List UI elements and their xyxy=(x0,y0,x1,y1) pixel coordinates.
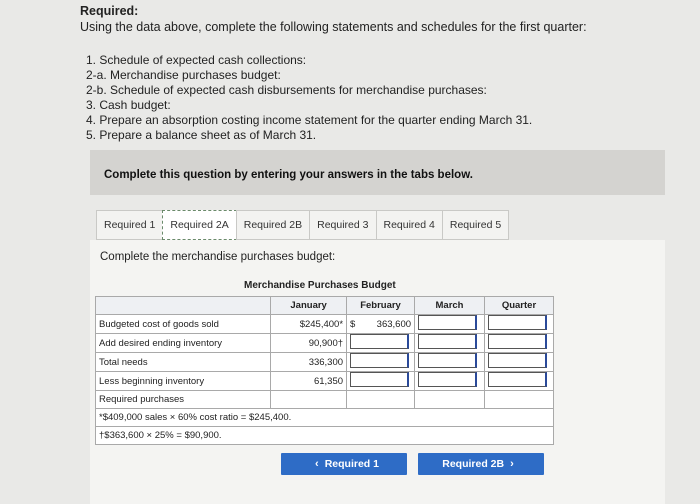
tab-required-2a[interactable]: Required 2A xyxy=(162,210,236,240)
row-label: Less beginning inventory xyxy=(96,372,271,391)
february-cell xyxy=(347,315,415,334)
col-header-january: January xyxy=(271,297,347,315)
table-row xyxy=(96,353,554,372)
february-empty xyxy=(347,391,415,409)
next-button[interactable] xyxy=(418,453,544,475)
row-label: Add desired ending inventory xyxy=(96,334,271,353)
january-value: 336,300 xyxy=(271,353,347,372)
content-prompt: Complete the merchandise purchases budget: xyxy=(100,251,336,263)
chevron-left-icon: ‹ xyxy=(315,458,319,470)
answer-input[interactable] xyxy=(488,334,547,349)
january-value: 61,350 xyxy=(271,372,347,391)
answer-input[interactable] xyxy=(418,315,477,330)
tab-required-1[interactable]: Required 1 xyxy=(96,210,163,240)
answer-input[interactable] xyxy=(488,372,547,387)
february-input[interactable] xyxy=(347,334,415,353)
budget-title: Merchandise Purchases Budget xyxy=(244,280,396,291)
requirement-item: 5. Prepare a balance sheet as of March 31. xyxy=(86,128,317,142)
previous-button-label: Required 1 xyxy=(324,458,379,470)
answer-input[interactable] xyxy=(418,353,477,368)
tab-required-5[interactable]: Required 5 xyxy=(442,210,509,240)
answer-input[interactable] xyxy=(350,372,409,387)
row-label: Total needs xyxy=(96,353,271,372)
chevron-right-icon: › xyxy=(510,458,514,470)
instructions-panel xyxy=(90,150,665,195)
february-input[interactable] xyxy=(347,353,415,372)
currency-symbol: $ xyxy=(350,318,356,330)
march-input[interactable] xyxy=(415,334,485,353)
january-value: $245,400* xyxy=(271,315,347,334)
answer-input[interactable] xyxy=(350,353,409,368)
march-empty xyxy=(415,391,485,409)
tab-required-3[interactable]: Required 3 xyxy=(309,210,376,240)
requirement-item: 2-b. Schedule of expected cash disbursements for merchandise purchases: xyxy=(86,83,487,97)
table-row xyxy=(96,372,554,391)
next-button-label: Required 2B xyxy=(442,458,505,470)
table-row xyxy=(96,391,554,409)
quarter-input[interactable] xyxy=(484,372,553,391)
header-blank xyxy=(96,297,271,315)
answer-input[interactable] xyxy=(488,353,547,368)
col-header-february: February xyxy=(347,297,415,315)
march-input[interactable] xyxy=(415,372,485,391)
quarter-input[interactable] xyxy=(484,315,553,334)
footnote-inventory: †$363,600 × 25% = $90,900. xyxy=(96,427,554,445)
january-value: 90,900† xyxy=(271,334,347,353)
march-input[interactable] xyxy=(415,315,485,334)
requirements-list xyxy=(86,53,532,143)
col-header-quarter: Quarter xyxy=(484,297,553,315)
table-row xyxy=(96,334,554,353)
tab-required-2b[interactable]: Required 2B xyxy=(236,210,310,240)
instructions-text: Complete this question by entering your answers in the tabs below. xyxy=(104,169,473,181)
previous-button[interactable] xyxy=(281,453,407,475)
quarter-input[interactable] xyxy=(484,334,553,353)
col-header-march: March xyxy=(415,297,485,315)
footnote-row xyxy=(96,427,554,445)
tab-bar xyxy=(96,210,508,240)
required-heading: Required: xyxy=(80,4,139,18)
answer-input[interactable] xyxy=(488,315,547,330)
february-value: 363,600 xyxy=(376,318,412,330)
footnote-cost: *$409,000 sales × 60% cost ratio = $245,400. xyxy=(96,409,554,427)
quarter-input[interactable] xyxy=(484,353,553,372)
requirement-item: 4. Prepare an absorption costing income statement for the quarter ending March 31. xyxy=(86,113,533,127)
table-row xyxy=(96,315,554,334)
quarter-empty xyxy=(484,391,553,409)
march-input[interactable] xyxy=(415,353,485,372)
requirement-item: 3. Cash budget: xyxy=(86,98,171,112)
table-header-row xyxy=(96,297,554,315)
row-label: Budgeted cost of goods sold xyxy=(96,315,271,334)
answer-input[interactable] xyxy=(418,334,477,349)
answer-input[interactable] xyxy=(418,372,477,387)
required-intro: Using the data above, complete the following statements and schedules for the first quarter: xyxy=(80,20,587,34)
requirement-item: 1. Schedule of expected cash collections: xyxy=(86,53,307,67)
footnote-row xyxy=(96,409,554,427)
requirement-item: 2-a. Merchandise purchases budget: xyxy=(86,68,281,82)
february-input[interactable] xyxy=(347,372,415,391)
january-empty xyxy=(271,391,347,409)
row-label: Required purchases xyxy=(96,391,271,409)
answer-input[interactable] xyxy=(350,334,409,349)
tab-required-4[interactable]: Required 4 xyxy=(376,210,443,240)
merchandise-purchases-table xyxy=(95,296,554,445)
